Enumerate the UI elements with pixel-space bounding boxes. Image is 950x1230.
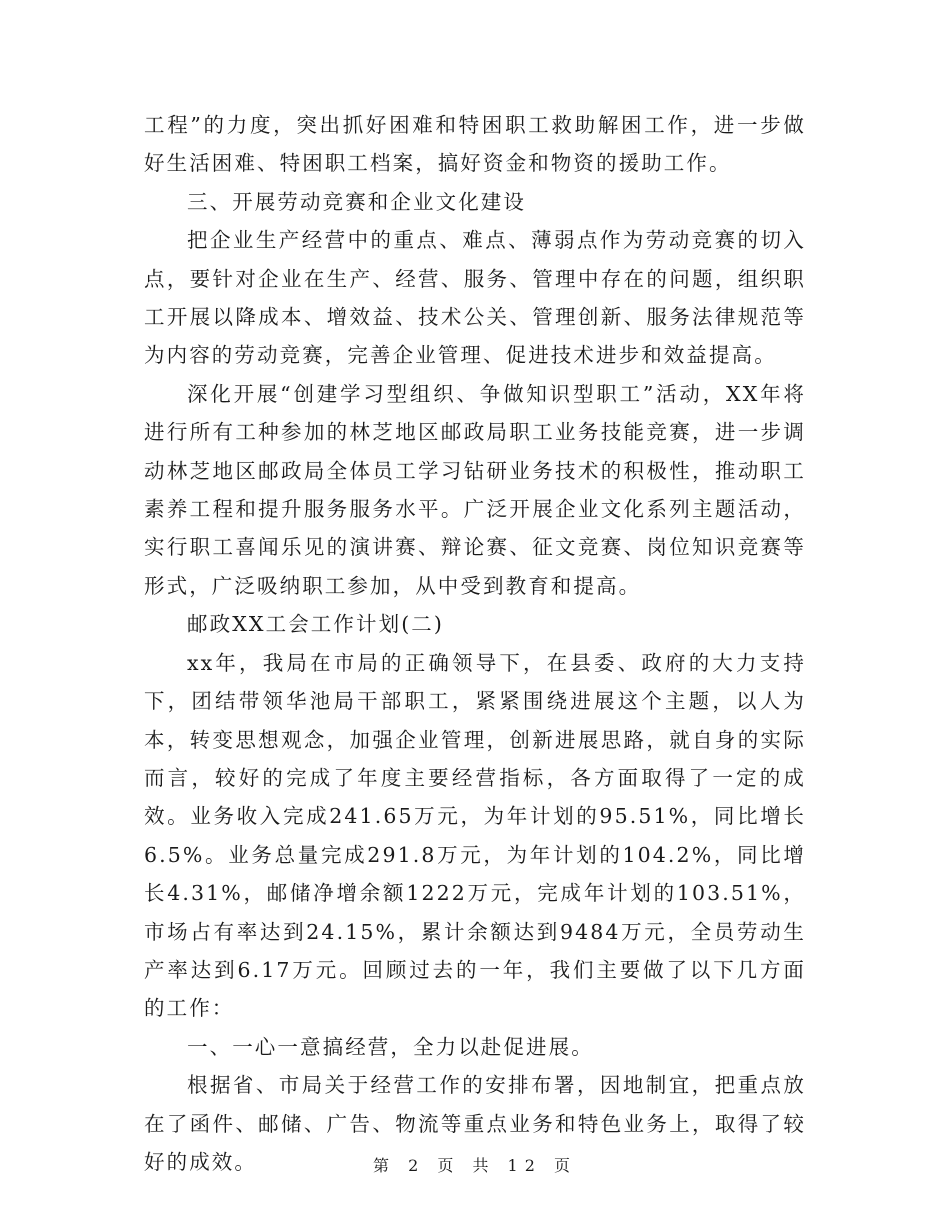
paragraph-labor-competition: 把企业生产经营中的重点、难点、薄弱点作为劳动竞赛的切入点，要针对企业在生产、经营、服务、管理中存在的问题，组织职工开展以降成本、增效益、技术公关、管理创新、服务法律规范等为内容的劳动竞赛，完善企业管理、促进技术进步和效益提高。 (144, 228, 806, 368)
plan-title-2: 邮政XX工会工作计划(二) (187, 612, 444, 637)
paragraph-learning-organization: 深化开展“创建学习型组织、争做知识型职工”活动，XX年将进行所有工种参加的林芝地区邮政局职工业务技能竞赛，进一步调动林芝地区邮政局全体员工学习钻研业务技术的积极性，推动职工素养工程和提升服务服务水平。广泛开展企业文化系列主题活动，实行职工喜闻乐见的演讲赛、辩论赛、征文竞赛、岗位知识竞赛等形式，广泛吸纳职工参加，从中受到教育和提高。 (144, 381, 806, 598)
document-body (144, 106, 806, 1181)
paragraph-business-focus: 根据省、市局关于经营工作的安排布署，因地制宜，把重点放在了函件、邮储、广告、物流等重点业务和特色业务上，取得了较好的成效。 (144, 1073, 806, 1174)
paragraph-annual-summary: xx年，我局在市局的正确领导下，在县委、政府的大力支持下，团结带领华池局干部职工，紧紧围绕进展这个主题，以人为本，转变思想观念，加强企业管理，创新进展思路，就自身的实际而言，较好的完成了年度主要经营指标，各方面取得了一定的成效。业务收入完成241.65万元，为年计划的95.51%，同比增长6.5%。业务总量完成291.8万元，为年计划的104.2%，同比增长4.31%，邮储净增余额1222万元，完成年计划的103.51%，市场占有率达到24.15%，累计余额达到9484万元，全员劳动生产率达到6.17万元。回顾过去的一年，我们主要做了以下几方面的工作： (144, 650, 806, 1021)
paragraph-continuation: 工程”的力度，突出抓好困难和特困职工救助解困工作，进一步做好生活困难、特困职工档案，搞好资金和物资的援助工作。 (144, 113, 806, 176)
section-heading-1: 一、一心一意搞经营，全力以赴促进展。 (187, 1034, 594, 1059)
page-footer: 第 2 页 共 12 页 (373, 1156, 577, 1175)
section-heading-3: 三、开展劳动竞赛和企业文化建设 (187, 189, 526, 214)
